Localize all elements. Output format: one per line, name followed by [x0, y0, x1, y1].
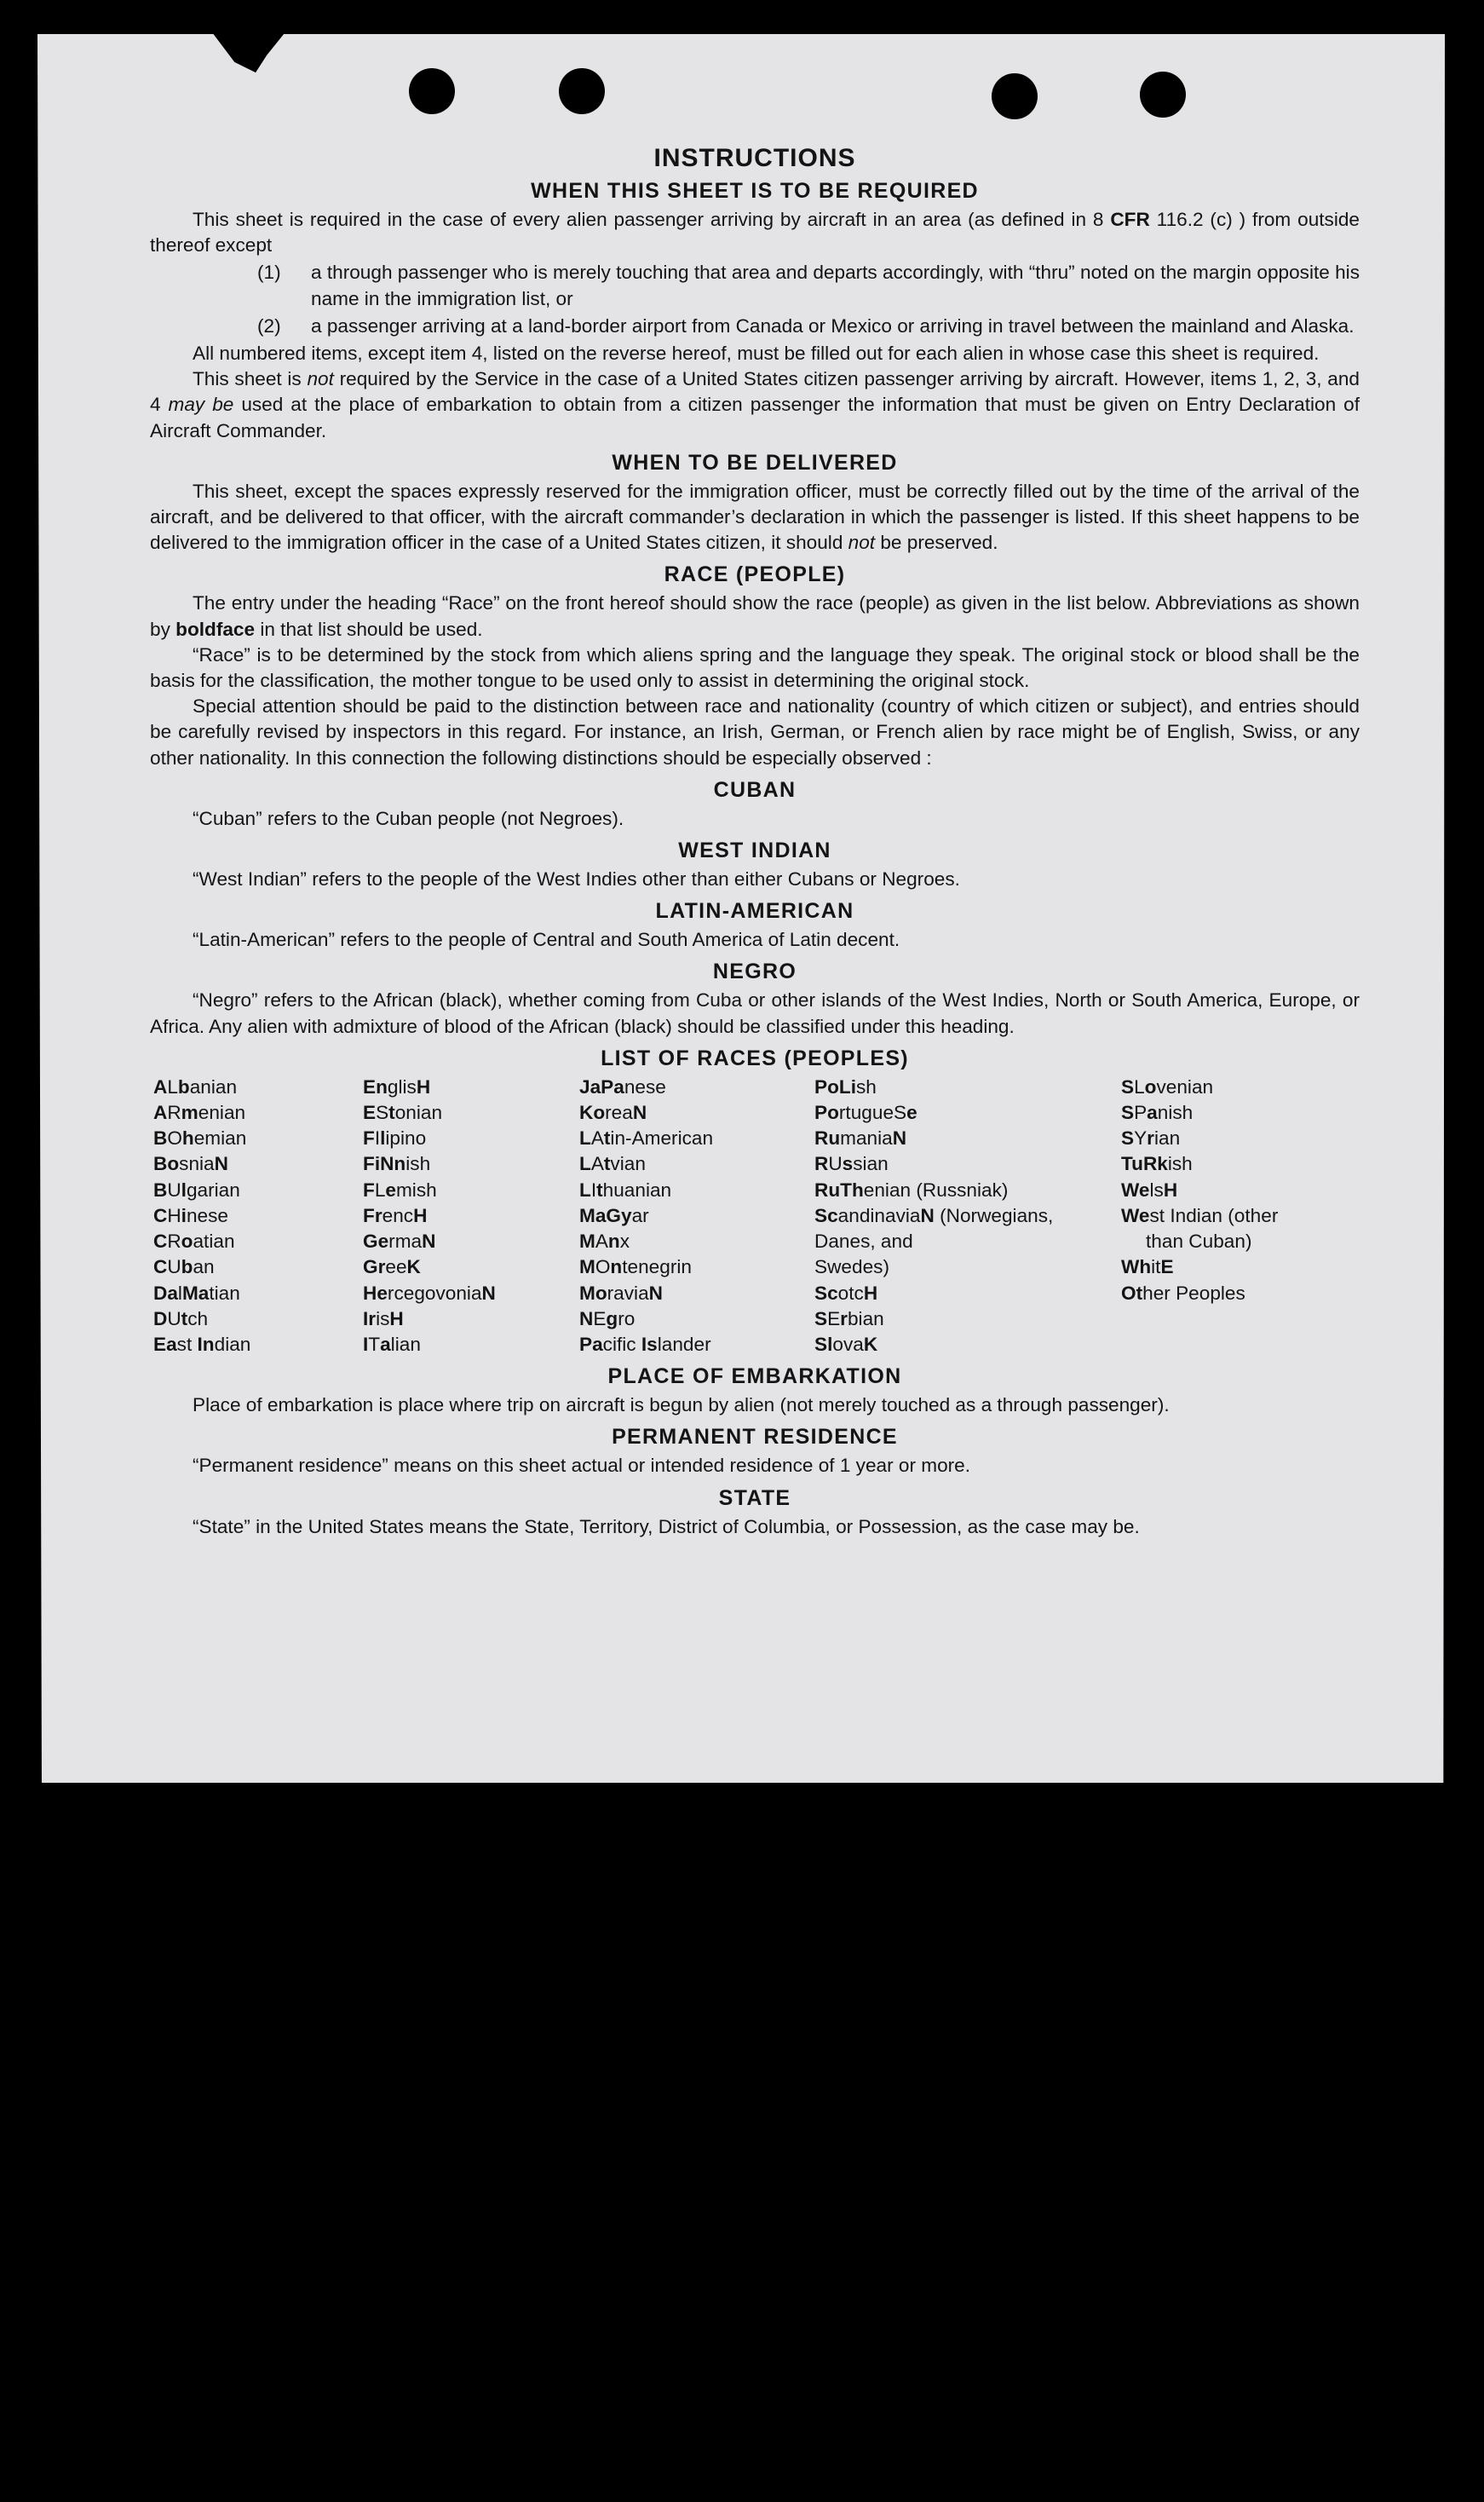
race-entry: ScotcH — [814, 1282, 878, 1304]
heading-when-delivered: WHEN TO BE DELIVERED — [612, 450, 898, 475]
race-entry: BUlgarian — [153, 1179, 240, 1201]
race-entry: GermaN — [363, 1231, 436, 1253]
race-entry: DUtch — [153, 1307, 209, 1329]
race-entry: PortugueSe — [814, 1102, 917, 1124]
heading-permanent-residence: PERMANENT RESIDENCE — [612, 1425, 898, 1450]
race-entry: than Cuban) — [1146, 1231, 1252, 1253]
race-entry: IrisH — [363, 1307, 404, 1329]
race-column-4 — [814, 1075, 1121, 1358]
race-entry: EStonian — [363, 1102, 443, 1124]
race-column-5 — [1121, 1075, 1343, 1358]
race-entry: CUban — [153, 1256, 215, 1278]
race-entry: FiNnish — [363, 1153, 431, 1175]
race-entry: SYrian — [1121, 1127, 1181, 1150]
race-entry: FLemish — [363, 1179, 437, 1201]
race-entry: East Indian — [153, 1333, 251, 1355]
race-entry: HercegovoniaN — [363, 1282, 496, 1304]
race-entry: PoLish — [814, 1075, 877, 1098]
race-entry: Other Peoples — [1121, 1282, 1245, 1304]
paragraph-state: “State” in the United States means the State, Territory, District of Columbia, or Possession, as the case may be. — [193, 1515, 1140, 1537]
punch-hole-2 — [559, 68, 605, 114]
race-entry: SErbian — [814, 1307, 884, 1329]
paragraph-west-indian: “West Indian” refers to the people of the West Indies other than either Cubans or Negroes. — [193, 868, 960, 891]
race-entry: CHinese — [153, 1204, 228, 1226]
race-entry: WhitE — [1121, 1256, 1174, 1278]
paragraph-delivered: This sheet, except the spaces expressly reserved for the immigration officer, must be correctly filled out by the time of the arrival of the aircraft, and be delivered to that officer, with the aircraft commander’s declaration in which the passenger is listed. If this sheet happens to be delivered to the immigration officer in the case of a United States citizen, it should not be preserved. — [150, 480, 1360, 554]
race-column-2 — [363, 1075, 579, 1358]
heading-place-of-embarkation: PLACE OF EMBARKATION — [607, 1364, 902, 1389]
punch-hole-3 — [992, 73, 1038, 119]
race-entry: LIthuanian — [579, 1179, 672, 1201]
race-entry: SlovaK — [814, 1333, 878, 1355]
paragraph-negro: “Negro” refers to the African (black), whether coming from Cuba or other islands of the West Indies, North or South America, Europe, or Africa. Any alien with admixture of blood of the African (black) should be classified under this heading. — [150, 989, 1360, 1037]
race-entry: Pacific Islander — [579, 1333, 711, 1355]
race-entry: FIlipino — [363, 1127, 427, 1150]
race-entry: BosniaN — [153, 1153, 228, 1175]
paragraph-place-of-embarkation: Place of embarkation is place where trip on aircraft is begun by alien (not merely touched as a through passenger). — [193, 1394, 1170, 1416]
heading-west-indian: WEST INDIAN — [678, 839, 831, 863]
paragraph-numbered-items: All numbered items, except item 4, listed on the reverse hereof, must be filled out for each alien in whose case this sheet is required. — [193, 343, 1320, 365]
race-entry: CRoatian — [153, 1231, 235, 1253]
punch-hole-4 — [1140, 72, 1186, 118]
race-entry: SPanish — [1121, 1102, 1194, 1124]
race-entry: MoraviaN — [579, 1282, 663, 1304]
paragraph-cuban: “Cuban” refers to the Cuban people (not Negroes). — [193, 807, 624, 829]
race-entry: GreeK — [363, 1256, 421, 1278]
race-entry: RUssian — [814, 1153, 889, 1175]
race-list — [150, 1075, 1360, 1358]
paragraph-latin-american: “Latin-American” refers to the people of Central and South America of Latin decent. — [193, 929, 900, 951]
race-entry: MOntenegrin — [579, 1256, 692, 1278]
heading-latin-american: LATIN-AMERICAN — [655, 899, 854, 924]
paragraph-citizen: This sheet is not required by the Service in the case of a United States citizen passenger arriving by aircraft. However, items 1, 2, 3, and 4 may be used at the place of embarkation to obtain from a citizen passenger the information that must be given on Entry Declaration of Aircraft Commander. — [150, 368, 1360, 441]
race-entry: TuRkish — [1121, 1153, 1193, 1175]
page-title: INSTRUCTIONS — [653, 144, 856, 172]
race-entry: ALbanian — [153, 1075, 238, 1098]
race-entry: EnglisH — [363, 1075, 431, 1098]
race-entry: DalMatian — [153, 1282, 240, 1304]
heading-cuban: CUBAN — [713, 777, 797, 802]
paragraph-race-stock: “Race” is to be determined by the stock from which aliens spring and the language they speak. The original stock or blood shall be the basis for the classification, the mother tongue to be used only to assist in determining the original stock. — [150, 643, 1360, 692]
exception-item-1: (1) a through passenger who is merely touching that area and departs accordingly, with “thru” noted on the margin opposite his name in the immigration list, or — [257, 262, 1360, 309]
paragraph-permanent-residence: “Permanent residence” means on this sheet actual or intended residence of 1 year or more. — [193, 1455, 971, 1477]
race-entry: MAnx — [579, 1231, 630, 1253]
race-entry: FrencH — [363, 1204, 428, 1226]
race-entry: MaGyar — [579, 1204, 649, 1226]
race-entry: NEgro — [579, 1307, 636, 1329]
punch-hole-1 — [409, 68, 455, 114]
race-entry: ScandinaviaN (Norwegians, — [814, 1204, 1054, 1226]
race-entry: BOhemian — [153, 1127, 247, 1150]
heading-when-required: WHEN THIS SHEET IS TO BE REQUIRED — [531, 179, 979, 203]
race-entry: LAtin-American — [579, 1127, 714, 1150]
race-entry: SLovenian — [1121, 1075, 1214, 1098]
heading-race: RACE (PEOPLE) — [664, 562, 846, 587]
race-column-3 — [579, 1075, 814, 1358]
race-entry: Danes, and — [814, 1231, 913, 1253]
exception-item-2: (2) a passenger arriving at a land-border airport from Canada or Mexico or arriving in travel between the mainland and Alaska. — [257, 314, 1355, 337]
race-entry: RuThenian (Russniak) — [814, 1179, 1009, 1201]
race-entry: ARmenian — [153, 1102, 246, 1124]
paragraph-race-entry: The entry under the heading “Race” on the front hereof should show the race (people) as given in the list below. Abbreviations as shown by boldface in that list should be used. — [150, 592, 1360, 640]
race-entry: KoreaN — [579, 1102, 647, 1124]
race-entry: Swedes) — [814, 1256, 889, 1278]
race-entry: JaPanese — [579, 1075, 666, 1098]
race-entry: LAtvian — [579, 1153, 646, 1175]
race-entry: RumaniaN — [814, 1127, 907, 1150]
paragraph-required: This sheet is required in the case of every alien passenger arriving by aircraft in an area (as defined in 8 CFR 116.2 (c) ) from outside thereof except — [150, 209, 1360, 257]
instructions-content — [150, 145, 1360, 1540]
race-entry: ITalian — [363, 1333, 421, 1355]
paragraph-race-nationality: Special attention should be paid to the distinction between race and nationality (country of which citizen or subject), and entries should be carefully revised by inspectors in this regard. For instance, an Irish, German, or French alien by race might be of English, Swiss, or any other nationality. In this connection the following distinctions should be especially observed : — [150, 695, 1360, 769]
heading-state: STATE — [718, 1485, 791, 1510]
race-entry: West Indian (other — [1121, 1204, 1279, 1226]
heading-negro: NEGRO — [712, 960, 797, 984]
heading-list-of-races: LIST OF RACES (PEOPLES) — [601, 1046, 909, 1070]
race-column-1 — [153, 1075, 363, 1358]
race-entry: WelsH — [1121, 1179, 1178, 1201]
